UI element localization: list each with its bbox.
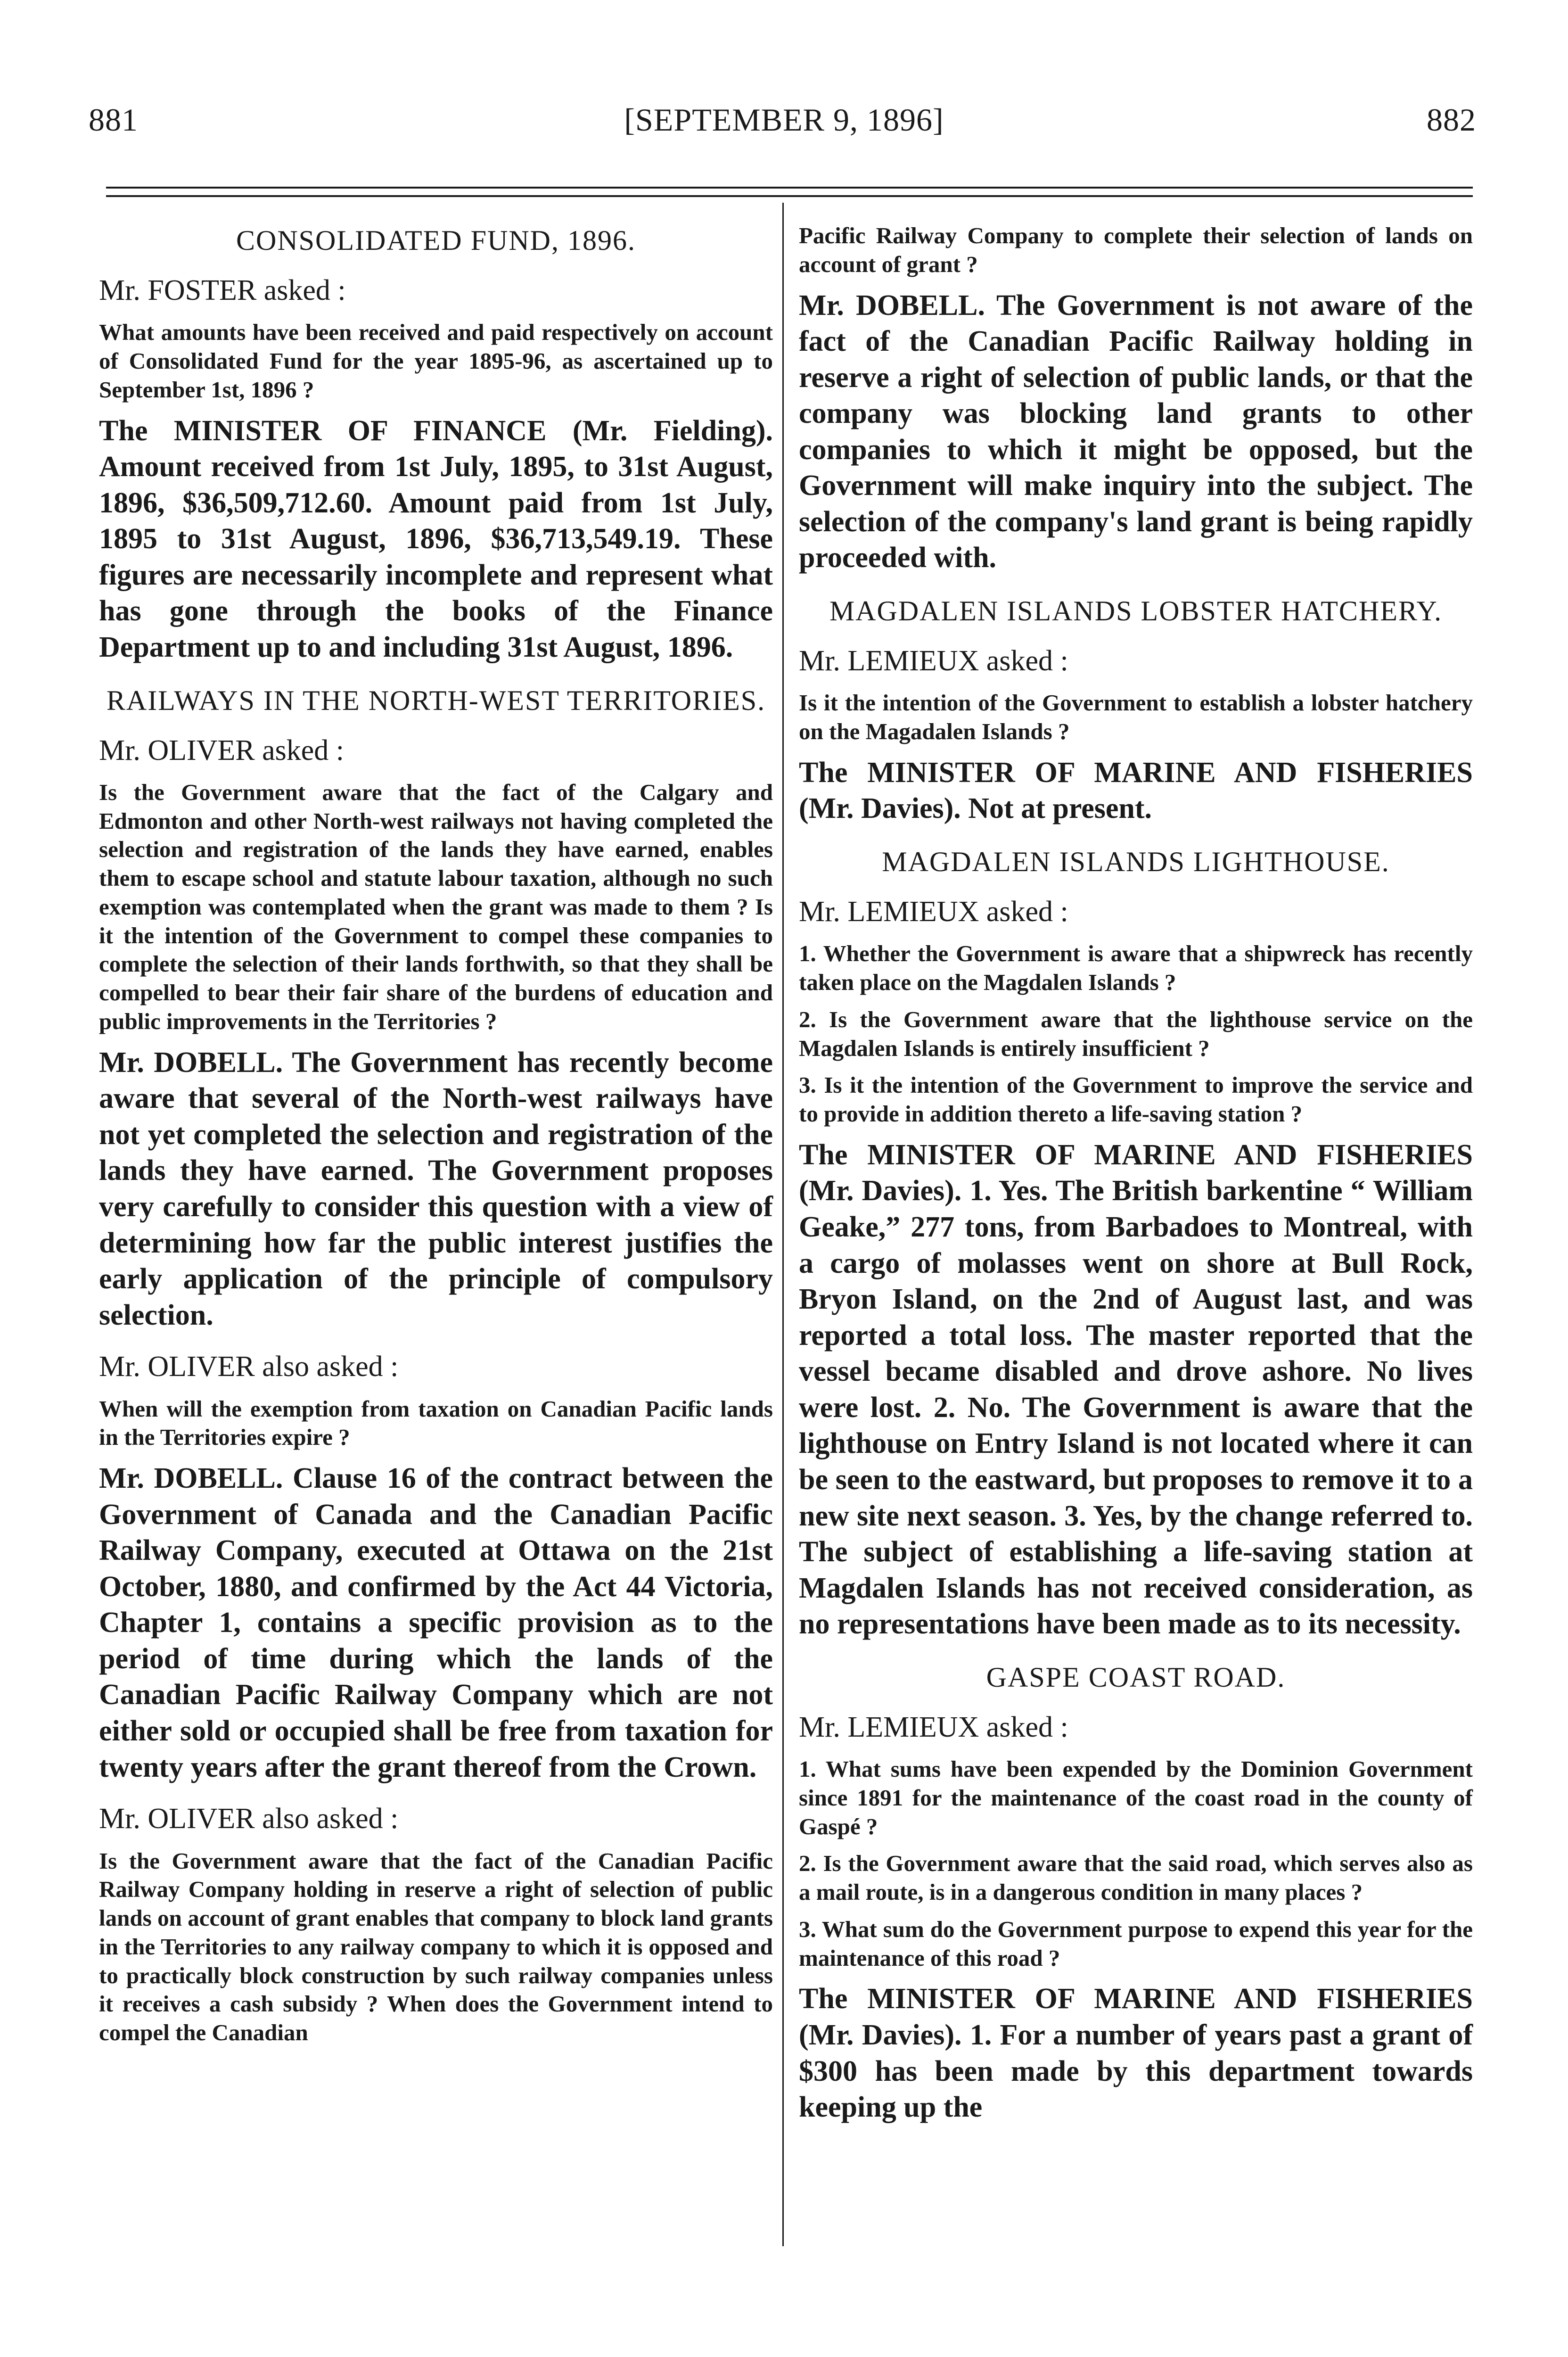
right-answer: The MINISTER OF MARINE AND FISHERIES (Mr. Davies). Not at present. <box>799 756 1473 825</box>
right-question: 2. Is the Government aware that the lighthouse service on the Magdalen Islands is entirely insufficient ? <box>799 1006 1473 1061</box>
right-question: Pacific Railway Company to complete their selection of lands on account of grant ? <box>799 223 1473 277</box>
right-answer: Mr. DOBELL. The Government is not aware of the fact of the Canadian Pacific Railway holding in reserve a right of selection of public lands, or that the company was blocking land grants to other companies to which it might be opposed, but the Government will make inquiry into the subject. The selection of the company's land grant is being rapidly proceeded with. <box>799 289 1473 574</box>
right-heading: MAGDALEN ISLANDS LOBSTER HATCHERY. <box>829 595 1443 626</box>
page-header <box>0 101 1568 144</box>
left-answer: Mr. DOBELL. The Government has recently become aware that several of the North-west railways have not yet completed the selection and registration of the lands they have earned. The Government proposes very carefully to consider this question with a view of determining how far the public interest justifies the early application of the principle of compulsory selection. <box>99 1046 773 1331</box>
left-answer: The MINISTER OF FINANCE (Mr. Fielding). Amount received from 1st July, 1895, to 31st August, 1896, $36,509,712.60. Amount paid from 1st July, 1895 to 31st August, 1896, $36,713,549.19. These figures are necessarily incomplete and represent what has gone through the books of the Finance Department up to and including 31st August, 1896. <box>99 414 773 664</box>
column-divider <box>782 203 784 2246</box>
right-speaker: Mr. LEMIEUX asked : <box>799 896 1068 928</box>
right-question: 3. What sum do the Government purpose to expend this year for the maintenance of this road ? <box>799 1916 1473 1971</box>
right-speaker: Mr. LEMIEUX asked : <box>799 645 1068 677</box>
right-question: 1. What sums have been expended by the Dominion Government since 1891 for the maintenance of the coast road in the county of Gaspé ? <box>799 1756 1473 1839</box>
left-heading: CONSOLIDATED FUND, 1896. <box>236 225 636 256</box>
left-heading: RAILWAYS IN THE NORTH-WEST TERRITORIES. <box>106 684 766 716</box>
left-question: What amounts have been received and paid respectively on account of Consolidated Fund for the year 1895-96, as ascertained up to September 1st, 1896 ? <box>99 319 773 403</box>
left-speaker: Mr. OLIVER also asked : <box>99 1803 399 1835</box>
right-answer: The MINISTER OF MARINE AND FISHERIES (Mr. Davies). 1. Yes. The British barkentine “ William Geake,” 277 tons, from Barbadoes to Montreal, with a cargo of molasses went on shore at Bull Rock, Bryon Island, on the 2nd of August last, and was reported a total loss. The master reported that the vessel became disabled and drove ashore. No lives were lost. 2. No. The Government is aware that the lighthouse on Entry Island is not located where it can be seen to the eastward, but proposes to remove it to a new site next season. 3. Yes, by the change referred to. The subject of establishing a life-saving station at Magdalen Islands has not received consideration, as no representations have been made as to its necessity. <box>799 1138 1473 1640</box>
left-question: Is the Government aware that the fact of the Canadian Pacific Railway Company holding in reserve a right of selection of public lands on account of grant enables that company to block land grants in the Territories to any railway company to which it is opposed and to practically block construction by such railway companies unless it receives a cash subsidy ? When does the Government intend to compel the Canadian <box>99 1847 773 2046</box>
right-speaker: Mr. LEMIEUX asked : <box>799 1711 1068 1743</box>
left-column <box>99 222 773 2056</box>
right-question: 1. Whether the Government is aware that a shipwreck has recently taken place on the Magdalen Islands ? <box>799 940 1473 996</box>
right-question: 3. Is it the intention of the Government to improve the service and to provide in addition thereto a life-saving station ? <box>799 1072 1473 1127</box>
left-question: When will the exemption from taxation on Canadian Pacific lands in the Territories expire ? <box>99 1395 773 1450</box>
left-speaker: Mr. OLIVER also asked : <box>99 1351 399 1383</box>
header-rule-top <box>106 187 1473 189</box>
left-speaker: Mr. OLIVER asked : <box>99 734 345 766</box>
left-question: Is the Government aware that the fact of the Calgary and Edmonton and other North-west railways not having completed the selection and registration of the lands they have earned, enables them to escape school and statute labour taxation, although no such exemption was contemplated when the grant was made to them ? Is it the intention of the Government to compel these companies to complete the selection of their lands forthwith, so that they shall be compelled to bear their fair share of the burdens of education and public improvements in the Territories ? <box>99 779 773 1034</box>
right-heading: MAGDALEN ISLANDS LIGHTHOUSE. <box>882 846 1390 878</box>
left-page-number: 881 <box>89 102 138 138</box>
right-question: 2. Is the Government aware that the said road, which serves also as a mail route, is in a dangerous condition in many places ? <box>799 1850 1473 1905</box>
header-date: [SEPTEMBER 9, 1896] <box>624 102 944 138</box>
right-question: Is it the intention of the Government to establish a lobster hatchery on the Magadalen Islands ? <box>799 690 1473 745</box>
right-answer: The MINISTER OF MARINE AND FISHERIES (Mr. Davies). 1. For a number of years past a grant of $300 has been made by this department towards keeping up the <box>799 1983 1473 2124</box>
left-speaker: Mr. FOSTER asked : <box>99 274 346 306</box>
header-rule-bottom <box>106 195 1473 197</box>
right-heading: GASPE COAST ROAD. <box>986 1661 1286 1693</box>
right-column <box>799 222 1473 2142</box>
right-page-number: 882 <box>1427 102 1476 138</box>
left-answer: Mr. DOBELL. Clause 16 of the contract between the Government of Canada and the Canadian Pacific Railway Company, executed at Ottawa on the 21st October, 1880, and confirmed by the Act 44 Victoria, Chapter 1, contains a specific provision as to the period of time during which the lands of the Canadian Pacific Railway Company which are not either sold or occupied shall be free from taxation for twenty years after the grant thereof from the Crown. <box>99 1462 773 1783</box>
